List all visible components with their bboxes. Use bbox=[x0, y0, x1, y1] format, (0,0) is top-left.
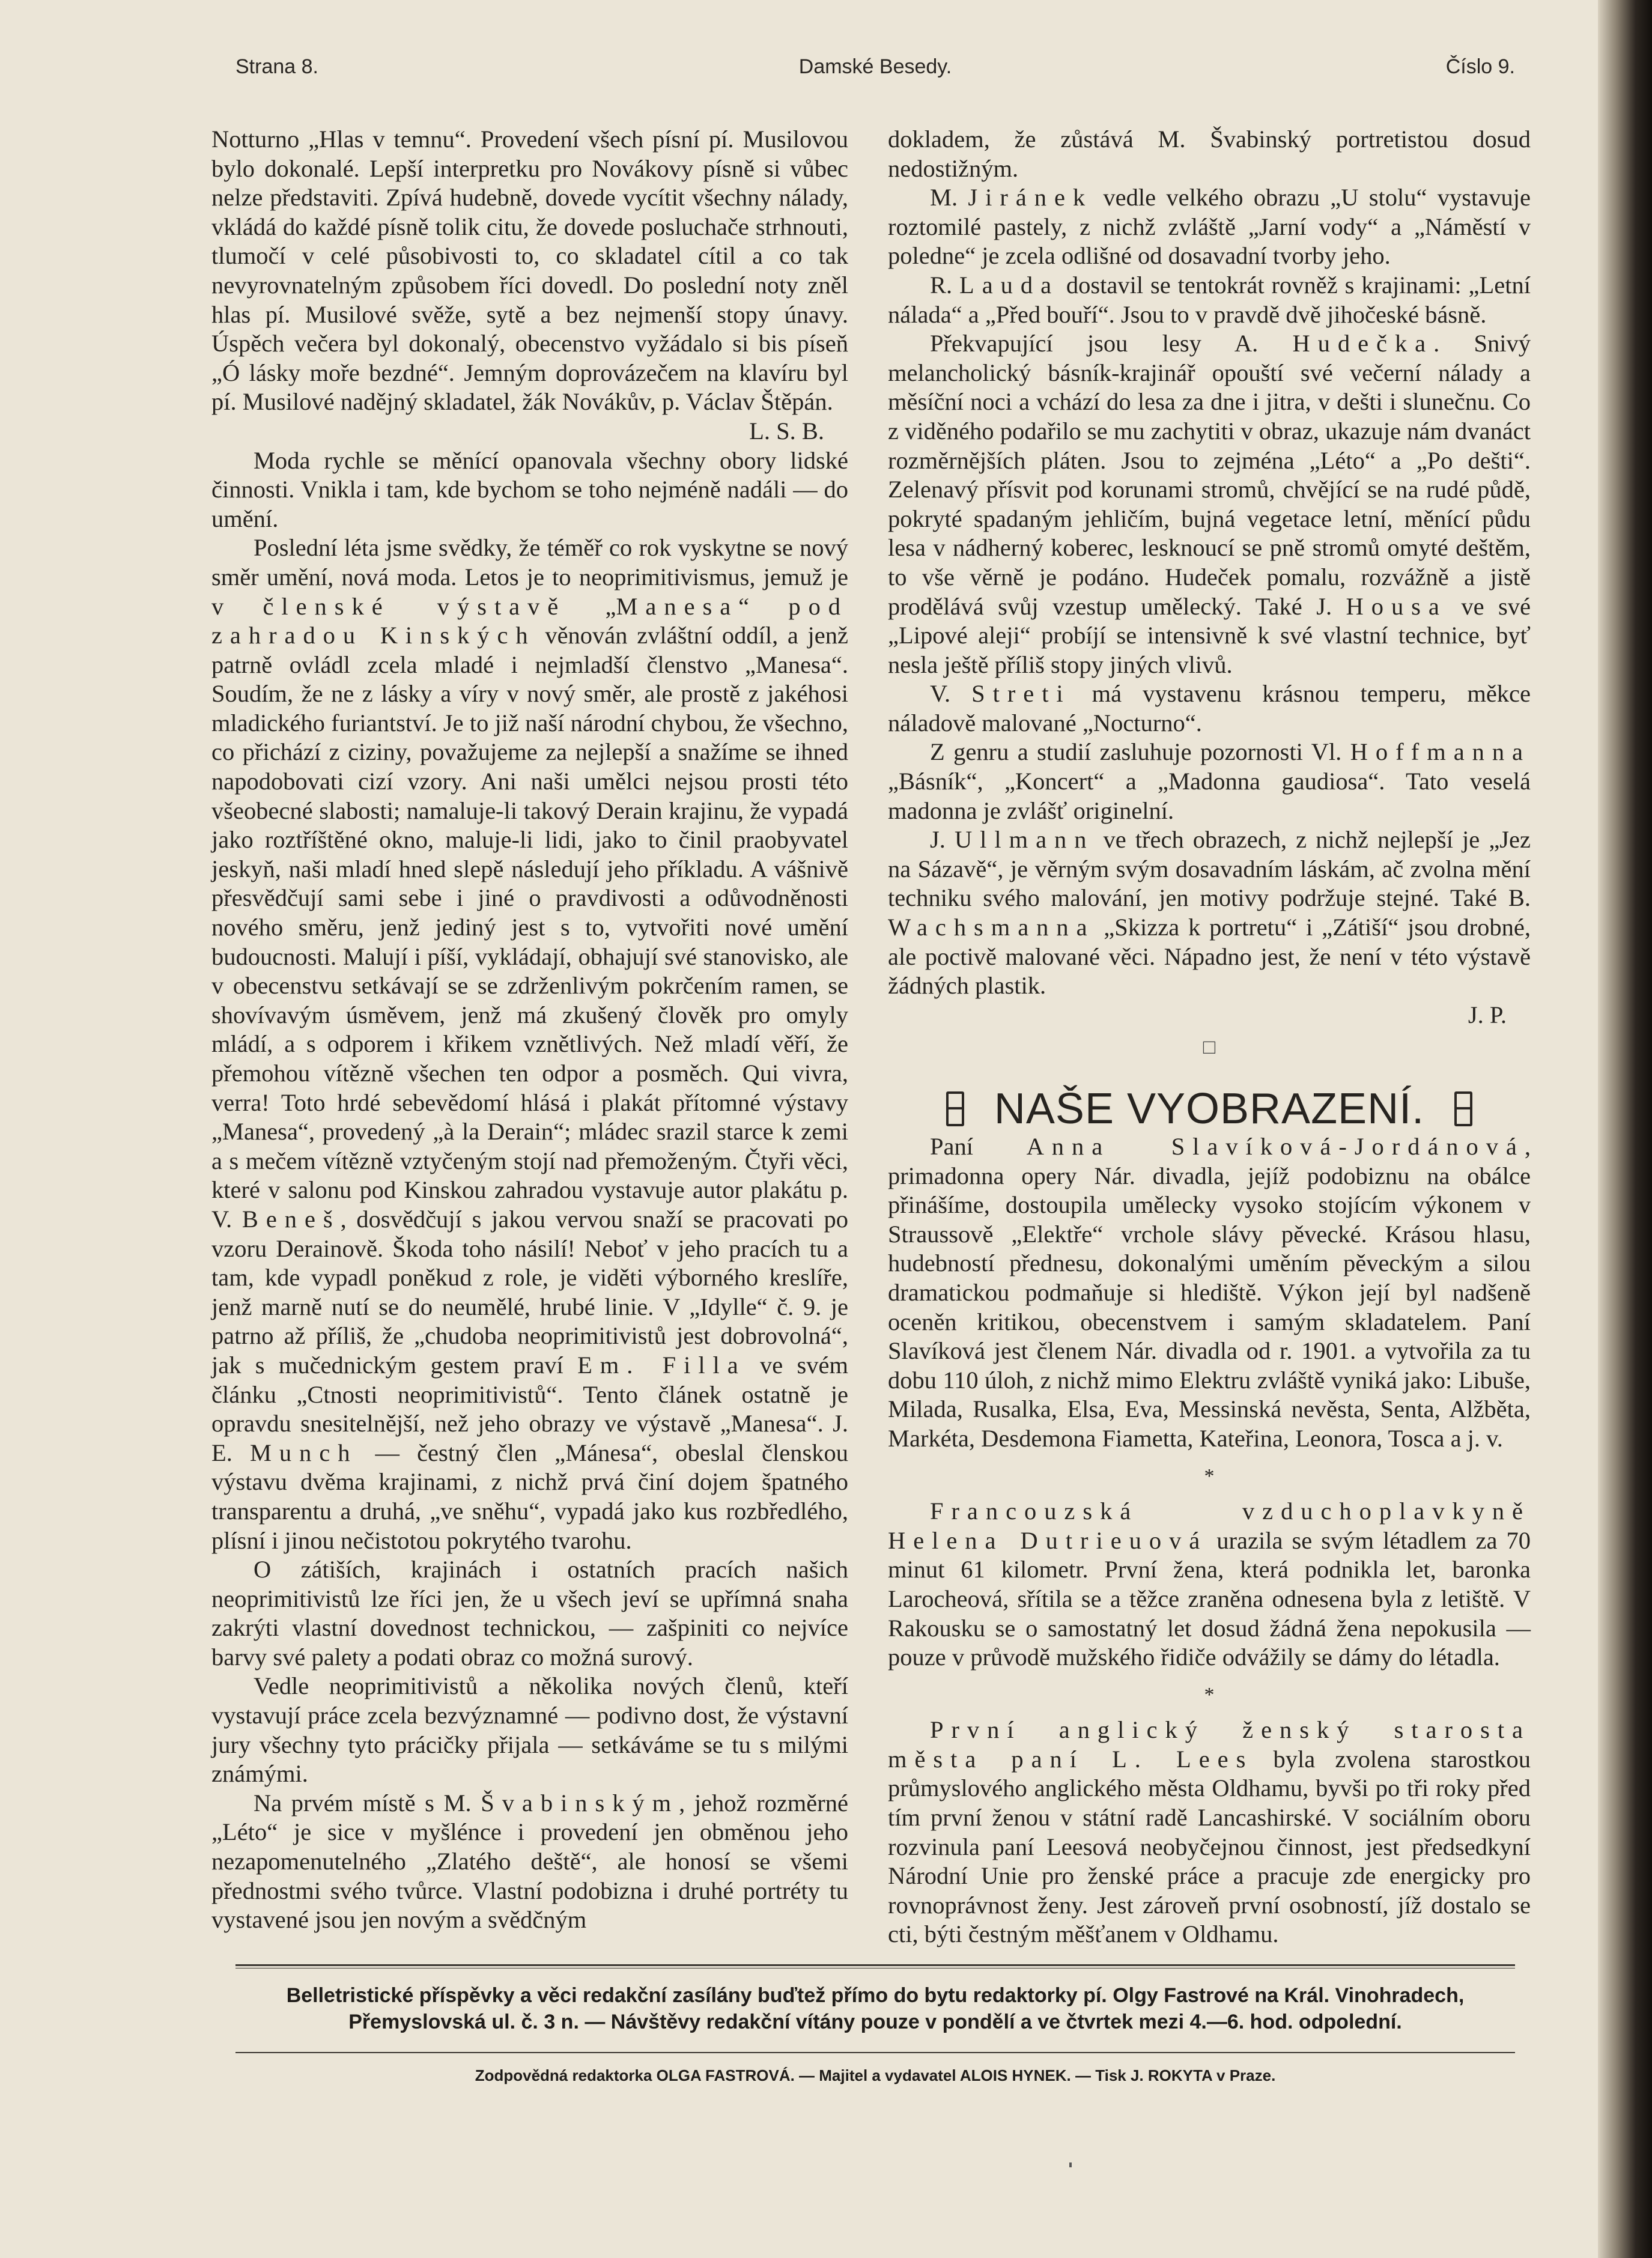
streti-paragraph: V. Streti má vystavenu krásnou temperu, měkce náladově malované „Nocturno“. bbox=[888, 680, 1531, 736]
imprint-rule bbox=[235, 2052, 1515, 2053]
section-divider-ornament: □ bbox=[1203, 1036, 1216, 1059]
issue-number: Číslo 9. bbox=[1445, 55, 1515, 78]
ullmann-paragraph: J. Ullmann ve třech obrazech, z nichž nejlepší je „Jez na Sázavě“, je věrným svým dosavadním láskám, ač zvolna mění techniku svého malování, jen motivy podržuje stejné. Také B. Wachsmanna „Skizza k portretu“ i „Zátiší“ jsou drobné, ale poctivě malované věci. Nápadno jest, že není v této výstavě žádných plastik. bbox=[888, 826, 1531, 1000]
jiranek-paragraph: M. Jiránek vedle velkého obrazu „U stolu“ vystavuje roztomilé pastely, z nichž zvláště „Jarní vody“ a „Náměstí v poledne“ je zcela odlišné od dosavadní tvorby jeho. bbox=[888, 184, 1531, 270]
page-number: Strana 8. bbox=[235, 55, 318, 78]
editorial-notice-line: Belletristické příspěvky a věci redakční zasílány buďtež přímo do bytu redaktorky pí. Olgy Fastrové na Král. Vinohradech, bbox=[286, 1984, 1465, 2007]
publisher-imprint: Zodpovědná redaktorka OLGA FASTROVÁ. — Majitel a vydavatel ALOIS HYNEK. — Tisk J. ROKYTA v Praze. bbox=[475, 2066, 1276, 2084]
mayor-paragraph: První anglický ženský starosta města paní L. Lees byla zvolena starostkou průmyslového anglického města Oldhamu, byvši po tři roky před tím první ženou v státní radě Lancashirské. V sociálním oboru rozvinula paní Leesová neobyčejnou činnost, jest předsedkyní Národní Unie pro ženské práce a pracuje zde energicky pro rovnoprávnost ženy. Jest zároveň první osobností, jíž dostalo se cti, býti čestným měšťanem v Oldhamu. bbox=[888, 1716, 1531, 1948]
section-title: NAŠE VYOBRAZENÍ. bbox=[994, 1084, 1425, 1133]
lauda-paragraph: R. Lauda dostavil se tentokrát rovněž s krajinami: „Letní nálada“ a „Před bouří“. Jsou to v pravdě dvě jihočeské básně. bbox=[888, 271, 1531, 328]
still-lifes-paragraph: O zátiších, krajinách i ostatních pracích našich neoprimitivistů lze říci jen, že u všech jeví se upřímná snaha zakrýti vlastní dovednost technickou, — zašpiniti co nejvíce barvy své palety a podati obraz co možná surový. bbox=[211, 1556, 848, 1671]
svabinsky-paragraph: Na prvém místě s M. Švabinským, jehož rozměrné „Léto“ je sice v myšlénce i provedení jen obměnou jeho nezapomenutelného „Zlatého deště“, ale honosí se všemi přednostmi svého tvůrce. Vlastní podobizna i druhé portréty tu vystavené jsou jen novým a svědčným bbox=[211, 1789, 848, 1934]
exhibition-review-signature: J. P. bbox=[1468, 1001, 1507, 1028]
neoprimitivism-paragraph: Poslední léta jsme svědky, že téměř co rok vyskytne se nový směr umění, nová moda. Letos je to neoprimitivismus, jemuž je v členské výstavě „Manesa“ pod zahradou Kinských věnován zvláštní oddíl, a jenž patrně ovládl zcela mladé i nejmladší členstvo „Manesa“. Soudím, že ne z lásky a víry v nový směr, ale prostě z jakéhosi mladického furiantství. Je to již naší národní chybou, že všechno, co přichází z ciziny, považujeme za nejlepší a snažíme se ihned napodobovati cizí vzory. Ani naši umělci nejsou prosti této všeobecné slabosti; namaluje-li takový Derain krajinu, že vypadá jako roztříštěné okno, maluje-li lidi, jako to činil praobyvatel jeskyň, naši mladí hned slepě následují jeho příkladu. A vášnivě přesvědčují sami sebe i jiné o pravdivosti a odůvodněnosti nového směru, jenž jediný jest s to, vytvořiti nové umění budoucnosti. Malují i píší, vykládají, obhajují své stanovisko, ale v obecenstvu setkávají se se zdrženlivým pokrčením ramen, se shovívavým úsměvem, jenž má zkušený člověk pro omyly mládí, a s odporem i křikem vznětlivých. Než mladí věří, že přemohou vítězně všechen ten odpor a posměch. Qui vivra, verra! Toto hrdé sebevědomí hlásá i plakát přítomné výstavy „Manesa“, provedený „à la Derain“; mládec srazil starce k zemi a s mečem vítězně vztyčeným stojí nad přemoženým. Čtyři věci, které v salonu pod Kinskou zahradou vystavuje autor plakátu p. V. Beneš, dosvědčují s jakou vervou snaží se pracovati po vzoru Derainově. Škoda toho násilí! Neboť v jeho pracích tu a tam, kde vypadl poněkud z role, je viděti výborného kreslíře, jenž marně nutí se do neumělé, hrubé linie. V „Idylle“ č. 9. je patrno až příliš, že „chudoba neoprimitivistů jest dobrovolná“, jak s mučednickým gestem praví Em. Filla ve svém článku „Ctnosti neoprimitivistů“. Tento článek ostatně je opravdu snesitelnější, než jeho obrazy ve výstavě „Manesa“. J. E. Munch — čestný člen „Mánesa“, obeslal členskou výstavu dvěma krajinami, z nichž prvá činí dojem špatného transparentu a druhá, „ve sněhu“, vypadá jako kus rozbředlého, plísní i jinou nečistotou pokrytého tvarohu. bbox=[211, 534, 849, 1554]
concert-review-signature: L. S. B. bbox=[749, 417, 824, 445]
journal-title: Damské Besedy. bbox=[798, 55, 952, 78]
concert-review-paragraph: Notturno „Hlas v temnu“. Provedení všech písní pí. Musilovou bylo dokonalé. Lepší interpretku pro Novákovy písně si vůbec nelze představiti. Zpívá hudebně, dovede vycítit všechny nálady, vkládá do každé písně tolik citu, že dovede posluchače strhnouti, tlumočí v celé působivosti to, co skladatel cítil a co tak nevyrovnatelným způsobem říci dovedl. Do poslední noty zněl hlas pí. Musilové svěže, sytě a bez nejmenší stopy únavy. Úspěch večera byl dokonalý, obecenstvo vyžádalo si bis píseň „Ó lásky moře bezdné“. Jemným doprovázečem na klavíru byl pí. Musilové nadějný skladatel, žák Novákův, p. Václav Štěpán. bbox=[211, 126, 848, 416]
hoffmann-paragraph: Z genru a studií zasluhuje pozornosti Vl. Hoffmanna „Básník“, „Koncert“ a „Madonna gaudiosa“. Tato veselá madonna je zvlášť originelní. bbox=[888, 738, 1531, 824]
aviatrix-paragraph: Francouzská vzduchoplavkyně Helena Dutrieuová urazila se svým létadlem za 70 minut 61 kilometr. První žena, která podnikla let, baronka Larocheová, sřítila se a těžce zraněna odnesena byla z letiště. V Rakousku se o samostatný let dosud žádná žena nepokusila — pouze v průvodě mužského řidiče odvážily se dámy do létadla. bbox=[888, 1498, 1531, 1671]
footer-rule bbox=[235, 1964, 1515, 1966]
heading-ornament-right bbox=[1454, 1091, 1472, 1126]
section-heading bbox=[888, 1084, 1531, 1133]
running-header bbox=[235, 55, 1515, 91]
exhibition-intro-paragraph: Moda rychle se měnící opanovala všechny obory lidské činnosti. Vnikla i tam, kde bychom se toho nejméně nadáli — do umění. bbox=[211, 446, 848, 532]
paper-speck bbox=[1069, 2162, 1072, 2167]
heading-ornament-left bbox=[946, 1091, 964, 1126]
svabinsky-continuation: dokladem, že zůstává M. Švabinský portretistou dosud nedostižným. bbox=[888, 126, 1531, 182]
slavikova-paragraph: Paní Anna Slavíková-Jordánová, primadonna opery Nár. divadla, jejíž podobiznu na obálce přinášíme, dostoupila umělecky vysoko stojícím výkonem v Straussově „Elektře“ vrchole slávy pěvecké. Krásou hlasu, hudebností přednesu, dokonalými uměním pěveckým a silou dramatickou podmaňuje si hlediště. Výkon její byl nadšeně oceněn kritikou, obecenstvem i samým skladatelem. Paní Slavíková jest členem Nár. divadla od r. 1901. a vytvořila za tu dobu 110 úloh, z nichž mimo Elektru zvláště vyniká jako: Libuše, Milada, Rusalka, Elsa, Eva, Messinská nevěsta, Senta, Alžběta, Markéta, Desdemona Fiametta, Kateřina, Leonora, Tosca a j. v. bbox=[888, 1133, 1531, 1452]
separator-asterisk: * bbox=[1204, 1464, 1215, 1487]
separator-asterisk: * bbox=[1204, 1683, 1215, 1706]
right-column bbox=[888, 125, 1531, 1949]
left-column bbox=[211, 125, 848, 1935]
new-members-paragraph: Vedle neoprimitivistů a několika nových členů, kteří vystavují práce zcela bezvýznamné — podivno dost, že výstavní jury všechny tyto prácičky přijala — setkáváme se tu s milými známými. bbox=[211, 1672, 848, 1788]
editorial-notice bbox=[235, 1982, 1515, 2035]
hudecek-paragraph: Překvapující jsou lesy A. Hudečka. Snivý melancholický básník-krajinář opouští své večerní nálady a měsíční noci a vchází do lesa za dne i jitra, v dešti i slunečnu. Co z viděného podařilo se mu zachytiti v obraz, ukazuje nám dvanáct rozměrnějších pláten. Jsou to zejména „Léto“ a „Po dešti“. Zelenavý přísvit pod korunami stromů, chvějící se na rudé půdě, pokryté spadaným jehličím, bujná vegetace letní, měnící půdu lesa v nádherný koberec, lesknoucí se pně stromů omyté deštěm, to vše věrně je podáno. Hudeček pomalu, rozvážně a jistě prodělává svůj vzestup umělecký. Také J. Housa ve své „Lipové aleji“ probíjí se intensivně k své vlastní technice, byť nesla ještě příliš stopy jiných vlivů. bbox=[888, 330, 1531, 678]
editorial-notice-line: Přemyslovská ul. č. 3 n. — Návštěvy redakční vítány pouze v pondělí a ve čtvrtek mezi 4.—6. hod. odpolední. bbox=[348, 2011, 1402, 2033]
page-binding-shadow bbox=[1598, 0, 1652, 2258]
